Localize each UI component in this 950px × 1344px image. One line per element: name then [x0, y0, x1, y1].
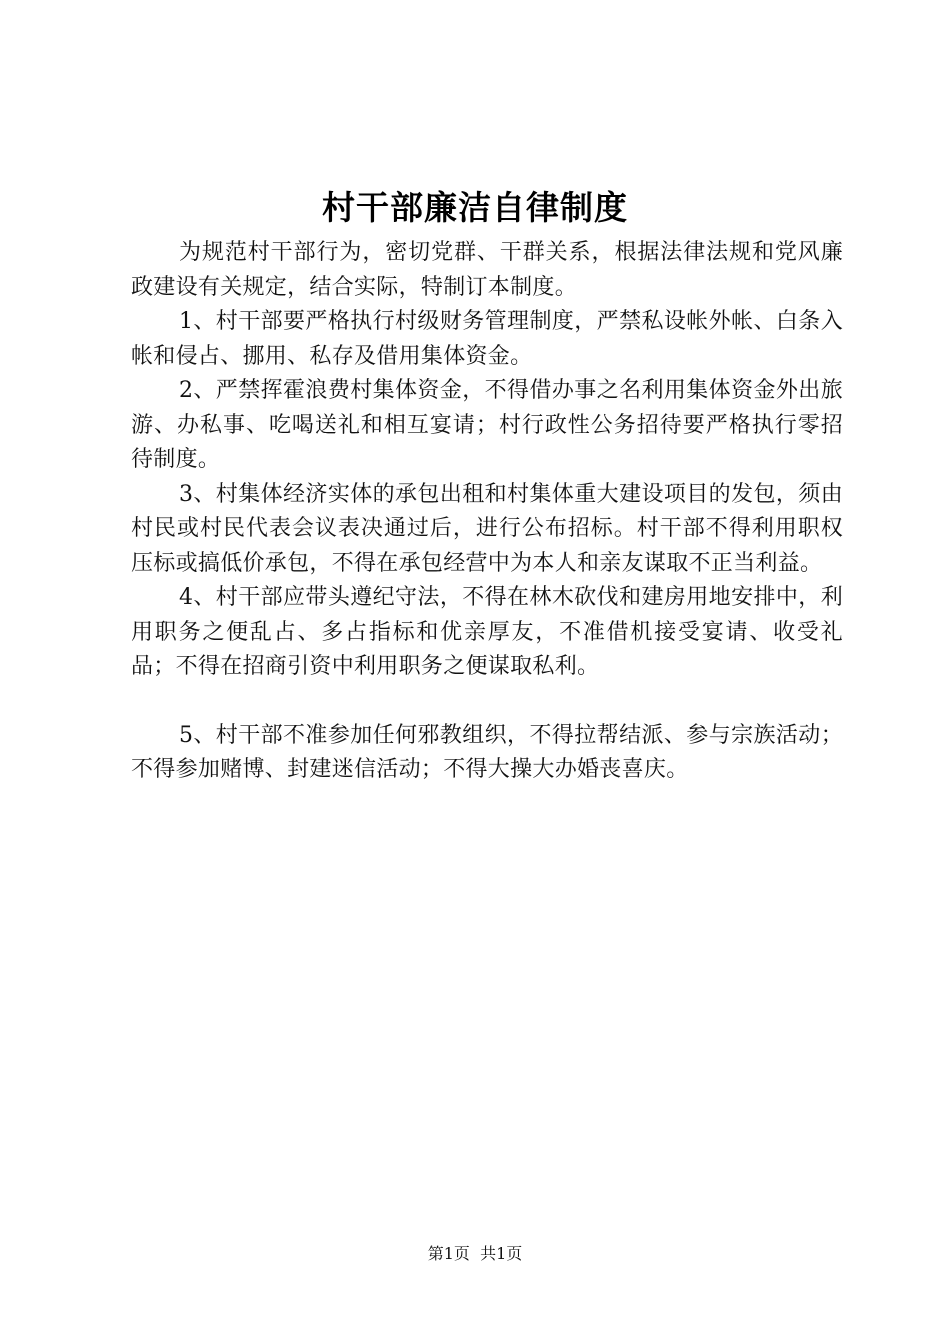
rule-paragraph-5: 5、村干部不准参加任何邪教组织，不得拉帮结派、参与宗族活动；不得参加赌博、封建迷信活动；不得大操大办婚丧喜庆。: [131, 722, 843, 782]
document-body: [131, 236, 843, 788]
intro-paragraph: 为规范村干部行为，密切党群、干群关系，根据法律法规和党风廉政建设有关规定，结合实际，特制订本制度。: [131, 240, 843, 300]
rule-paragraph-1: 1、村干部要严格执行村级财务管理制度，严禁私设帐外帐、白条入帐和侵占、挪用、私存及借用集体资金。: [131, 309, 843, 369]
rule-paragraph-4: 4、村干部应带头遵纪守法，不得在林木砍伐和建房用地安排中，利用职务之便乱占、多占指标和优亲厚友，不准借机接受宴请、收受礼品；不得在招商引资中利用职务之便谋取私利。: [131, 585, 843, 679]
document-title: 村干部廉洁自律制度: [322, 188, 628, 227]
page-footer: 第1页 共1页: [427, 1244, 523, 1263]
rule-paragraph-2: 2、严禁挥霍浪费村集体资金，不得借办事之名利用集体资金外出旅游、办私事、吃喝送礼和相互宴请；村行政性公务招待要严格执行零招待制度。: [131, 378, 843, 472]
rule-paragraph-3: 3、村集体经济实体的承包出租和村集体重大建设项目的发包，须由村民或村民代表会议表决通过后，进行公布招标。村干部不得利用职权压标或搞低价承包，不得在承包经营中为本人和亲友谋取不正当利益。: [131, 481, 843, 576]
